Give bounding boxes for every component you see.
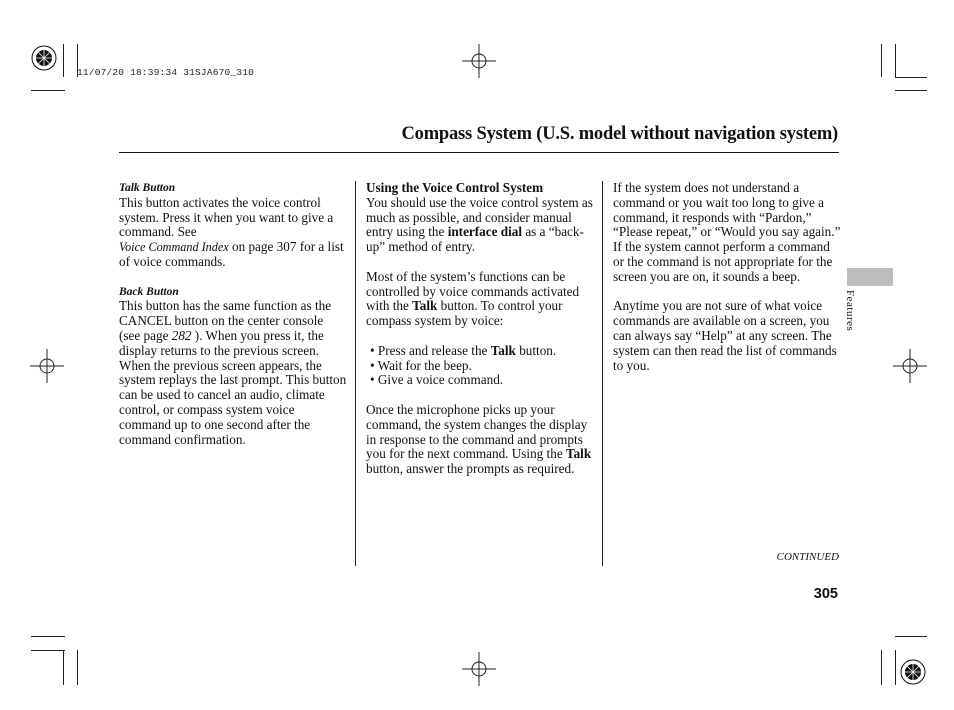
crop-line bbox=[895, 650, 896, 685]
talk-body-text: This button activates the voice control system. Press it when you want to give a command. See bbox=[119, 194, 334, 240]
crosshair-target-icon bbox=[462, 44, 496, 78]
crop-line bbox=[881, 44, 882, 77]
crosshair-target-icon bbox=[893, 349, 927, 383]
list-item bbox=[366, 344, 594, 359]
paragraph-text: as a “back-up” method of entry. bbox=[366, 224, 584, 255]
column-1 bbox=[119, 181, 347, 447]
crop-line bbox=[31, 650, 65, 651]
crop-line bbox=[31, 90, 65, 91]
list-item: • Wait for the beep. bbox=[370, 357, 472, 373]
column-3 bbox=[613, 181, 841, 373]
column-divider bbox=[355, 181, 356, 566]
page-title: Compass System (U.S. model without navigation system) bbox=[401, 124, 838, 144]
talk-term: Talk bbox=[412, 298, 438, 314]
back-body-text: This button has the same function as the CANCEL button on the center console (see page bbox=[119, 298, 332, 343]
crop-line bbox=[63, 650, 64, 685]
paragraph: Anytime you are not sure of what voice commands are available on a screen, you can always say “Help” at any screen. The system can then read the list of commands to you. bbox=[613, 298, 837, 373]
paragraph bbox=[366, 196, 594, 255]
talk-button-description bbox=[119, 196, 347, 270]
crop-line bbox=[895, 636, 927, 637]
crop-line bbox=[895, 90, 927, 91]
back-button-description bbox=[119, 299, 347, 447]
paragraph-text: Once the microphone picks up your command, the system changes the display in response to the command and prompts you for the next command. Using the bbox=[366, 401, 588, 462]
paragraph bbox=[366, 403, 594, 477]
paragraph-text: button. To control your compass system by voice: bbox=[366, 298, 563, 329]
paragraph-text: You should use the voice control system as much as possible, and consider manual entry using the bbox=[366, 194, 593, 240]
paragraph bbox=[366, 270, 594, 329]
crop-line bbox=[895, 44, 896, 77]
section-tab bbox=[847, 268, 893, 286]
page-number: 305 bbox=[813, 586, 838, 602]
print-timestamp: 11/07/20 18:39:34 31SJA670_310 bbox=[77, 67, 255, 78]
column-2 bbox=[366, 181, 594, 477]
back-body-text: ). When you press it, the display returns to the previous screen. When the previous screen appears, the system replays the last prompt. This button can be used to cancel an audio, climate control, or compass system voice command up to one second after the command confirmation. bbox=[119, 327, 347, 447]
crosshair-target-icon bbox=[462, 652, 496, 686]
column-divider bbox=[602, 181, 603, 566]
list-item: • Give a voice command. bbox=[370, 372, 504, 388]
section-heading: Using the Voice Control System bbox=[366, 180, 544, 195]
paragraph-text: Most of the system’s functions can be controlled by voice commands activated with the bbox=[366, 268, 580, 314]
back-button-heading: Back Button bbox=[119, 285, 179, 298]
registration-rosette-icon bbox=[899, 658, 927, 686]
registration-rosette-icon bbox=[30, 44, 58, 72]
voice-command-index-ref: Voice Command Index bbox=[119, 240, 229, 255]
page-ref: 282 bbox=[168, 327, 192, 343]
list-item-text: • Press and release the bbox=[370, 342, 491, 358]
section-tab-label: Features bbox=[844, 290, 856, 332]
talk-term: Talk bbox=[565, 446, 592, 462]
crop-line bbox=[31, 636, 65, 637]
paragraph-text: button, answer the prompts as required. bbox=[366, 461, 575, 477]
talk-term: Talk bbox=[490, 342, 516, 358]
crosshair-target-icon bbox=[30, 349, 64, 383]
crop-line bbox=[895, 77, 927, 78]
talk-body-text: on page 307 for a list of voice commands. bbox=[119, 239, 344, 269]
continued-label: CONTINUED bbox=[776, 551, 839, 563]
crop-line bbox=[77, 650, 78, 685]
crop-line bbox=[63, 44, 64, 77]
list-item-text: button. bbox=[515, 342, 557, 358]
title-rule bbox=[119, 152, 839, 153]
crop-line bbox=[881, 650, 882, 685]
talk-button-heading: Talk Button bbox=[119, 182, 176, 194]
paragraph: If the system does not understand a command or you wait too long to give a command, it responds with “Pardon,” “Please repeat,” or “Would you say again.” If the system cannot perform a command or the command is not appropriate for the screen you are on, it sounds a beep. bbox=[613, 180, 841, 284]
interface-dial-term: interface dial bbox=[447, 224, 523, 240]
steps-list bbox=[366, 344, 594, 388]
